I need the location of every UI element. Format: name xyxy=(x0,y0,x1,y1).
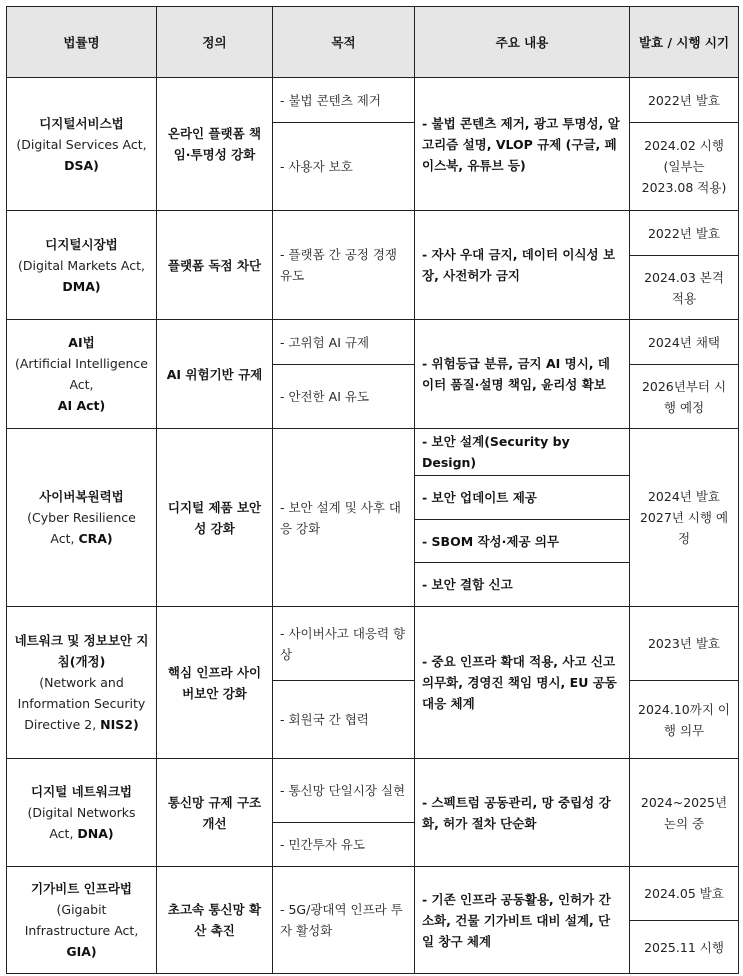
date-cell: 2024.03 본격 적용 xyxy=(630,256,739,320)
law-abbr: AI Act) xyxy=(57,398,106,413)
table-row-gia xyxy=(7,867,739,921)
content-cell: - 보안 결함 신고 xyxy=(415,563,630,607)
date-cell: 2024.10까지 이행 의무 xyxy=(630,681,739,759)
law-name-ko: 네트워크 및 정보보안 지침(개정) xyxy=(14,633,149,669)
content-cell: - 위험등급 분류, 금지 AI 명시, 데이터 품질·설명 책임, 윤리성 확보 xyxy=(415,320,630,429)
law-name-en: (Digital Networks Act, xyxy=(27,805,136,841)
purpose-cell: - 불법 콘텐츠 제거 xyxy=(273,78,415,123)
date-cell: 2023년 발효 xyxy=(630,607,739,681)
definition-cell: AI 위험기반 규제 xyxy=(157,320,273,429)
content-cell: - 불법 콘텐츠 제거, 광고 투명성, 알고리즘 설명, VLOP 규제 (구글, 페이스북, 유튜브 등) xyxy=(415,78,630,211)
law-abbr: DNA) xyxy=(77,826,114,841)
table-row-ai xyxy=(7,320,739,365)
law-name-ko: 디지털서비스법 xyxy=(39,115,124,131)
law-name-cell xyxy=(7,78,157,211)
date-cell: 2022년 발효 xyxy=(630,211,739,256)
law-name-cell xyxy=(7,211,157,320)
law-name-cell xyxy=(7,429,157,607)
law-name-cell xyxy=(7,607,157,759)
content-cell: - 자사 우대 금지, 데이터 이식성 보장, 사전허가 금지 xyxy=(415,211,630,320)
date-cell: 2024~2025년 논의 중 xyxy=(630,759,739,867)
law-name-en: (Cyber Resilience Act, xyxy=(27,510,136,546)
date-cell: 2022년 발효 xyxy=(630,78,739,123)
purpose-cell: - 플랫폼 간 공정 경쟁 유도 xyxy=(273,211,415,320)
eu-digital-law-table xyxy=(6,6,739,974)
purpose-cell: - 보안 설계 및 사후 대응 강화 xyxy=(273,429,415,607)
law-name-cell xyxy=(7,867,157,974)
definition-cell: 통신망 규제 구조 개선 xyxy=(157,759,273,867)
purpose-cell: - 사이버사고 대응력 향상 xyxy=(273,607,415,681)
law-name-ko: 디지털시장법 xyxy=(45,236,118,252)
law-abbr: DSA) xyxy=(64,157,99,173)
law-name-ko: AI법 xyxy=(68,335,95,350)
date-cell: 2024.02 시행 (일부는 2023.08 적용) xyxy=(630,123,739,211)
law-abbr: NIS2) xyxy=(100,717,139,732)
header-row xyxy=(7,7,739,78)
header-definition: 정의 xyxy=(157,7,273,78)
definition-cell: 플랫폼 독점 차단 xyxy=(157,211,273,320)
purpose-cell: - 회원국 간 협력 xyxy=(273,681,415,759)
date-cell: 2024년 발효 2027년 시행 예정 xyxy=(630,429,739,607)
content-cell: - 보안 업데이트 제공 xyxy=(415,476,630,520)
date-cell: 2024년 채택 xyxy=(630,320,739,365)
content-cell: - 보안 설계(Security by Design) xyxy=(415,429,630,476)
definition-cell: 디지털 제품 보안성 강화 xyxy=(157,429,273,607)
table-row-dna xyxy=(7,759,739,823)
purpose-cell: - 사용자 보호 xyxy=(273,123,415,211)
law-name-en: (Digital Markets Act, xyxy=(18,257,145,273)
law-abbr: CRA) xyxy=(78,531,113,546)
law-abbr: DMA) xyxy=(62,278,101,294)
law-name-en: (Network and Information Security Directive 2, xyxy=(17,675,146,732)
law-abbr: GIA) xyxy=(66,944,97,959)
header-purpose: 목적 xyxy=(273,7,415,78)
purpose-cell: - 고위험 AI 규제 xyxy=(273,320,415,365)
content-cell: - SBOM 작성·제공 의무 xyxy=(415,520,630,563)
purpose-cell: - 민간투자 유도 xyxy=(273,823,415,867)
header-law: 법률명 xyxy=(7,7,157,78)
purpose-cell: - 5G/광대역 인프라 투자 활성화 xyxy=(273,867,415,974)
law-name-ko: 디지털 네트워크법 xyxy=(31,784,132,799)
definition-cell: 초고속 통신망 확산 촉진 xyxy=(157,867,273,974)
header-content: 주요 내용 xyxy=(415,7,630,78)
purpose-cell: - 안전한 AI 유도 xyxy=(273,365,415,429)
law-name-en: (Digital Services Act, xyxy=(16,136,147,152)
header-date: 발효 / 시행 시기 xyxy=(630,7,739,78)
law-name-ko: 기가비트 인프라법 xyxy=(31,881,132,896)
law-name-en: (Artificial Intelligence Act, xyxy=(15,356,148,392)
table-row-dsa xyxy=(7,78,739,123)
table-row-dma xyxy=(7,211,739,256)
content-cell: - 스펙트럼 공동관리, 망 중립성 강화, 허가 절차 단순화 xyxy=(415,759,630,867)
law-name-en: (Gigabit Infrastructure Act, xyxy=(24,902,139,938)
definition-cell: 핵심 인프라 사이버보안 강화 xyxy=(157,607,273,759)
content-cell: - 중요 인프라 확대 적용, 사고 신고 의무화, 경영진 책임 명시, EU 공동대응 체계 xyxy=(415,607,630,759)
definition-cell: 온라인 플랫폼 책임·투명성 강화 xyxy=(157,78,273,211)
law-name-cell xyxy=(7,320,157,429)
purpose-cell: - 통신망 단일시장 실현 xyxy=(273,759,415,823)
law-name-ko: 사이버복원력법 xyxy=(39,489,124,504)
content-cell: - 기존 인프라 공동활용, 인허가 간소화, 건물 기가비트 대비 설계, 단일 창구 체계 xyxy=(415,867,630,974)
date-cell: 2026년부터 시행 예정 xyxy=(630,365,739,429)
date-cell: 2025.11 시행 xyxy=(630,921,739,974)
table-row-nis2 xyxy=(7,607,739,681)
date-cell: 2024.05 발효 xyxy=(630,867,739,921)
law-name-cell xyxy=(7,759,157,867)
table-row-cra xyxy=(7,429,739,476)
